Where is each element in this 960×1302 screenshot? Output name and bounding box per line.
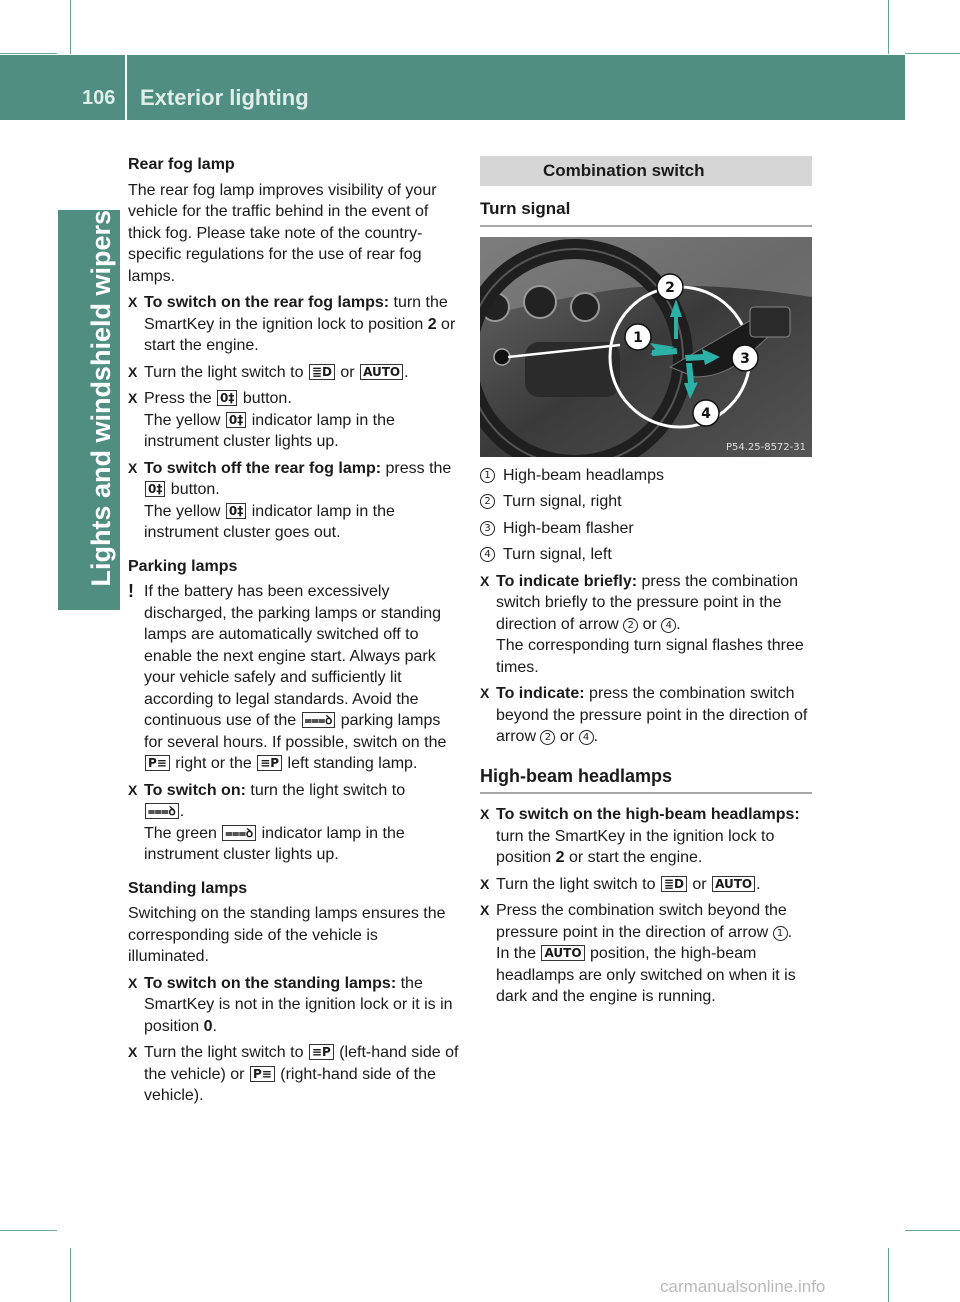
low-beam-icon: ≣D	[661, 876, 687, 892]
chapter-label: Lights and windshield wipers	[85, 210, 116, 587]
left-column	[128, 150, 460, 1112]
indicate-step: X To indicate: press the combination switch beyond the pressure point in the direction of arrow 2 or 4 .	[480, 685, 808, 745]
crop-mark	[888, 0, 889, 54]
auto-light-icon: AUTO	[712, 876, 755, 892]
crop-mark	[888, 1248, 889, 1302]
rear-fog-icon: 0‡	[226, 412, 246, 428]
rear-fog-icon: 0‡	[226, 503, 246, 519]
standing-step-1: X To switch on the standing lamps: the SmartKey is not in the ignition lock or it is in position 0.	[128, 974, 453, 1035]
high-beam-step-2: X Turn the light switch to ≣D or AUTO .	[480, 874, 812, 896]
crop-mark	[0, 1230, 57, 1231]
step-arrow-icon: X	[480, 875, 490, 892]
parking-lamp-icon: ⩶ꝺ	[145, 803, 179, 819]
page-number: 106	[82, 87, 116, 109]
battery-note: ! If the battery has been excessively discharged, the parking lamps or standing lamps are automatically switched off to enable the next engine start. Always park your vehicle safely and sufficiently lit according to legal standards. Avoid the continuous use of the ⩶ꝺ parking lamps for several hours. If possible, switch on the P≡ right or the ≡P left standing lamp.	[128, 581, 447, 772]
step-arrow-icon: X	[128, 459, 138, 476]
crop-mark	[70, 0, 71, 54]
high-beam-step-1: X To switch on the high-beam headlamps: turn the SmartKey in the ignition lock to position 2 or start the engine.	[480, 806, 800, 866]
left-standing-lamp-icon: ≡P	[257, 755, 282, 771]
right-standing-lamp-icon: P≡	[145, 755, 170, 771]
step-arrow-icon: X	[480, 685, 490, 701]
chapter-tab	[58, 210, 120, 610]
parking-heading: Parking lamps	[128, 557, 238, 575]
callout-2: 2	[665, 279, 675, 296]
crop-mark	[905, 53, 960, 54]
rear-fog-icon: 0‡	[217, 390, 237, 406]
crop-mark	[70, 1248, 71, 1302]
legend-item: 4 Turn signal, left	[480, 544, 812, 566]
page-header	[0, 55, 905, 120]
rear-fog-step-1: X To switch on the rear fog lamps: turn the SmartKey in the ignition lock to position 2 or start the engine.	[128, 294, 456, 354]
callout-4: 4	[701, 405, 711, 422]
legend-item: 1 High-beam headlamps	[480, 465, 812, 487]
step-arrow-icon: X	[128, 390, 138, 406]
rear-fog-heading: Rear fog lamp	[128, 156, 235, 173]
step-arrow-icon: X	[128, 781, 138, 798]
rear-fog-intro: The rear fog lamp improves visibility of your vehicle for the traffic behind in the event of thick fog. Please take note of the country-specific regulations for the use of rear fog lamps.	[128, 181, 437, 285]
step-arrow-icon: X	[128, 294, 138, 310]
step-arrow-icon: X	[128, 974, 138, 991]
warning-icon: !	[128, 581, 134, 601]
auto-light-icon: AUTO	[541, 945, 584, 961]
crop-mark	[0, 53, 57, 54]
legend-item: 3 High-beam flasher	[480, 518, 812, 540]
rear-fog-step-2: X Turn the light switch to ≣D or AUTO .	[128, 362, 460, 384]
turn-signal-heading: Turn signal	[480, 198, 812, 227]
callout-1: 1	[633, 329, 643, 346]
low-beam-icon: ≣D	[309, 364, 335, 380]
standing-heading: Standing lamps	[128, 879, 248, 897]
section-title: Exterior lighting	[140, 85, 309, 110]
crop-mark	[905, 1230, 960, 1231]
header-divider	[125, 55, 127, 120]
parking-step-1: X To switch on: turn the light switch to ⩶ꝺ . The green ⩶ꝺ indicator lamp in the instrument cluster lights up.	[128, 781, 406, 863]
right-column	[480, 150, 812, 1013]
step-arrow-icon: X	[480, 572, 490, 589]
step-arrow-icon: X	[128, 363, 138, 380]
watermark: carmanualsonline.info	[660, 1277, 826, 1296]
step-arrow-icon: X	[128, 1044, 138, 1060]
combination-switch-heading: Combination switch	[480, 156, 812, 186]
standing-intro: Switching on the standing lamps ensures the corresponding side of the vehicle is illuminated.	[128, 905, 446, 965]
rear-fog-step-4: X To switch off the rear fog lamp: press the 0‡ button. The yellow 0‡ indicator lamp in the instrument cluster goes out.	[128, 459, 452, 541]
high-beam-step-3: X Press the combination switch beyond the pressure point in the direction of arrow 1 . In the AUTO position, the high-beam headlamps are only switched on when it is dark and the engine is running.	[480, 902, 796, 1005]
callout-3: 3	[740, 350, 750, 367]
standing-step-2: X Turn the light switch to ≡P (left-hand side of the vehicle) or P≡ (right-hand side of the vehicle).	[128, 1044, 459, 1104]
combination-switch-illustration	[480, 237, 812, 457]
parking-lamp-icon: ⩶ꝺ	[302, 712, 336, 728]
right-standing-lamp-icon: P≡	[250, 1066, 275, 1082]
rear-fog-step-3: X Press the 0‡ button. The yellow 0‡ indicator lamp in the instrument cluster lights up.	[128, 390, 395, 450]
indicate-briefly-step: X To indicate briefly: press the combination switch briefly to the pressure point in the direction of arrow 2 or 4 . The corresponding turn signal flashes three times.	[480, 572, 804, 676]
auto-light-icon: AUTO	[360, 364, 403, 380]
high-beam-heading: High-beam headlamps	[480, 766, 812, 795]
step-arrow-icon: X	[480, 806, 490, 822]
left-standing-lamp-icon: ≡P	[309, 1044, 334, 1060]
legend-item: 2 Turn signal, right	[480, 491, 812, 513]
combination-switch-photo	[480, 237, 812, 457]
step-arrow-icon: X	[480, 902, 490, 918]
parking-lamp-icon: ⩶ꝺ	[222, 825, 256, 841]
rear-fog-icon: 0‡	[145, 481, 165, 497]
photo-code: P54.25-8572-31	[725, 441, 806, 453]
